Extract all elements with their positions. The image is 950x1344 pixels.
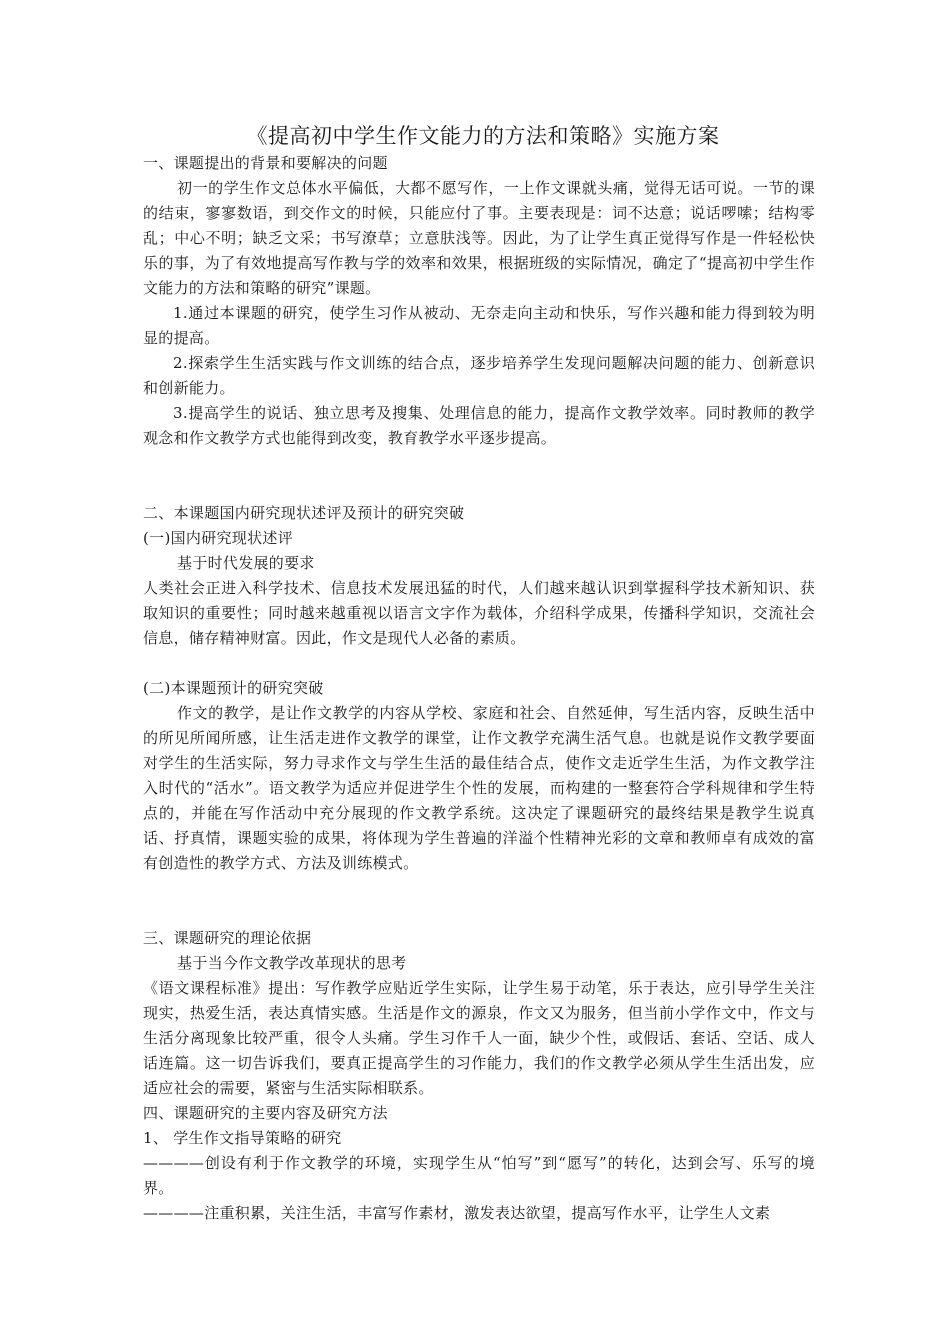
section2-sub1-lead: 基于时代发展的要求 <box>177 554 315 572</box>
section3-body: 《语文课程标准》提出：写作教学应贴近学生实际，让学生易于动笔，乐于表达，应引导学生关注现实，热爱生活，表达真情实感。生活是作文的源泉，作文又为服务，但当前小学作文中，作文与生活分离现象比较严重，很令人头痛。学生习作千人一面，缺少个性，或假话、套话、空话、成人话连篇。这一切告诉我们，要真正提高学生的习作能力，我们的作文教学必须从学生生活出发，应适应社会的需要，紧密与生活实际相联系。 <box>143 979 815 1097</box>
section1-item: 2.探索学生生活实践与作文训练的结合点，逐步培养学生发现问题解决问题的能力、创新意识和创新能力。 <box>143 354 815 397</box>
section2-heading: 二、本课题国内研究现状述评及预计的研究突破 <box>143 504 465 522</box>
blank-gap <box>143 451 815 501</box>
section4-line: ————创设有利于作文教学的环境，实现学生从“怕写”到“愿写”的转化，达到会写、乐写的境界。 <box>143 1154 815 1197</box>
section2-sub2-body: 作文的教学，是让作文教学的内容从学校、家庭和社会、自然延伸，写生活内容，反映生活中的所见所闻所感，让生活走进作文教学的课堂，让作文教学充满生活气息。也就是说作文教学要面对学生的生活实际，努力寻求作文与学生生活的最佳结合点，使作文走近学生生活，为作文教学注入时代的“活水”。语文教学为适应并促进学生个性的发展，而构建的一整套符合学科规律和学生特点的，并能在写作活动中充分展现的作文教学系统。这决定了课题研究的最终结果是教学生说真话、抒真情，课题实验的成果，将体现为学生普遍的洋溢个性精神光彩的文章和教师卓有成效的富有创造性的教学方式、方法及训练模式。 <box>143 704 815 872</box>
section4-line: ————注重积累，关注生活，丰富写作素材，激发表达欲望，提高写作水平，让学生人文素 <box>143 1204 771 1222</box>
blank-gap <box>143 876 815 926</box>
section2-sub2-heading: (二)本课题预计的研究突破 <box>143 679 324 697</box>
section3-lead: 基于当今作文教学改革现状的思考 <box>177 954 407 972</box>
document-page <box>143 121 815 1226</box>
section2-sub1-body: 人类社会正进入科学技术、信息技术发展迅猛的时代，人们越来越认识到掌握科学技术新知识、获取知识的重要性；同时越来越重视以语言文字作为载体，介绍科学成果，传播科学知识，交流社会信息，储存精神财富。因此，作文是现代人必备的素质。 <box>143 579 815 647</box>
blank-gap <box>143 651 815 676</box>
section1-item: 1.通过本课题的研究，使学生习作从被动、无奈走向主动和快乐，写作兴趣和能力得到较为明显的提高。 <box>143 304 815 347</box>
document-title: 《提高初中学生作文能力的方法和策略》实施方案 <box>246 124 720 148</box>
section2-sub1-heading: (一)国内研究现状述评 <box>143 529 294 547</box>
section1-item: 3.提高学生的说话、独立思考及搜集、处理信息的能力，提高作文教学效率。同时教师的教学观念和作文教学方式也能得到改变，教育教学水平逐步提高。 <box>143 404 815 447</box>
section3-heading: 三、课题研究的理论依据 <box>143 929 312 947</box>
section4-heading: 四、课题研究的主要内容及研究方法 <box>143 1104 388 1122</box>
section1-intro: 初一的学生作文总体水平偏低，大都不愿写作，一上作文课就头痛，觉得无话可说。一节的课的结束，寥寥数语，到交作文的时候，只能应付了事。主要表现是：词不达意；说话啰嗦；结构零乱；中心不明；缺乏文采；书写潦草；立意肤浅等。因此，为了让学生真正觉得写作是一件轻松快乐的事，为了有效地提高写作教与学的效率和效果，根据班级的实际情况，确定了“提高初中学生作文能力的方法和策略的研究”课题。 <box>143 179 815 297</box>
section1-heading: 一、课题提出的背景和要解决的问题 <box>143 154 388 172</box>
section4-sub1-heading: 1、 学生作文指导策略的研究 <box>143 1129 342 1147</box>
